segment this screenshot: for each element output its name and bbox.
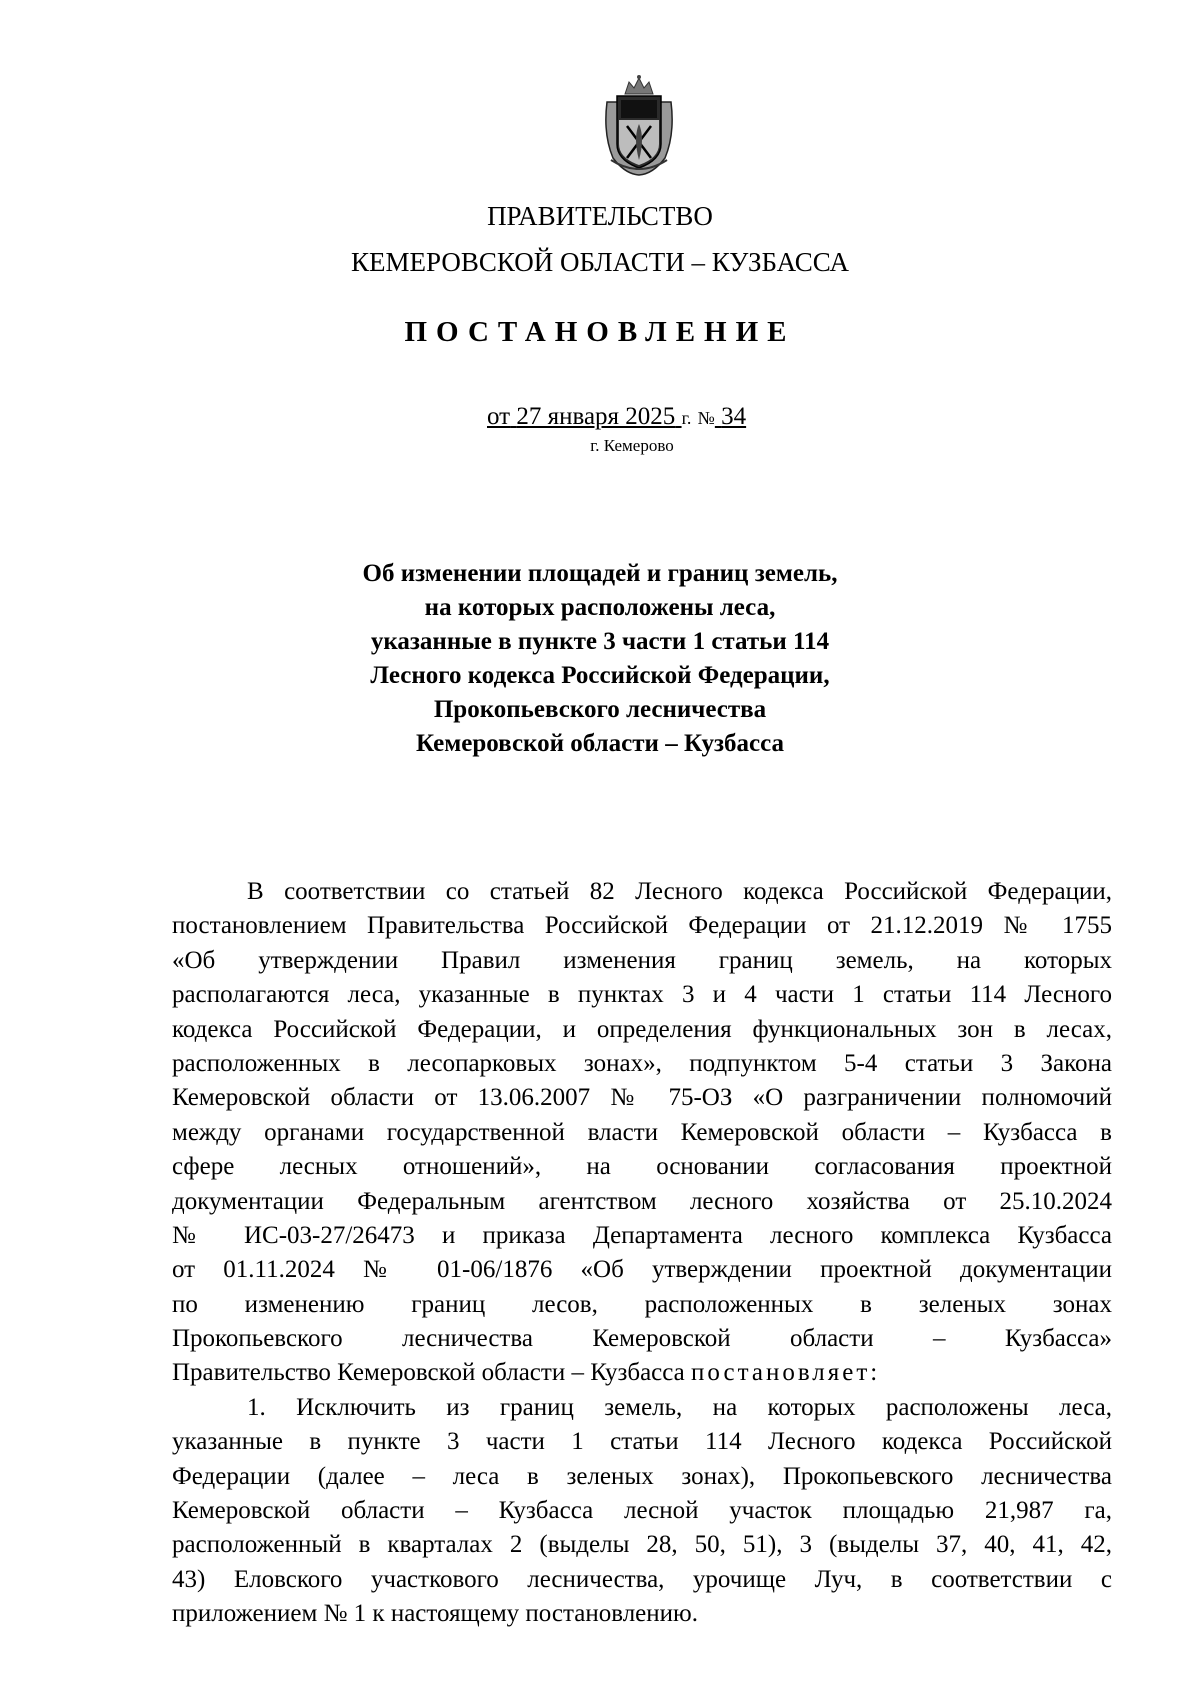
- body-line: расположенных в лесопарковых зонах», подпунктом 5-4 статьи 3 Закона: [172, 1049, 1112, 1077]
- clause-line: Федерации (далее – леса в зеленых зонах), Прокопьевского лесничества: [172, 1462, 1112, 1490]
- clause-line: приложением № 1 к настоящему постановлению.: [172, 1600, 698, 1628]
- clause-line: расположенный в кварталах 2 (выделы 28, 50, 51), 3 (выделы 37, 40, 41, 42,: [172, 1531, 1112, 1559]
- document-title: [0, 557, 1200, 761]
- title-line: Кемеровской области – Кузбасса: [415, 730, 785, 757]
- organization-region: КЕМЕРОВСКОЙ ОБЛАСТИ – КУЗБАССА: [351, 247, 849, 277]
- title-line: на которых расположены леса,: [424, 594, 776, 621]
- coat-of-arms-emblem: [601, 74, 677, 176]
- body-line: по изменению границ лесов, расположенных в зеленых зонах: [172, 1290, 1112, 1318]
- clause-line: Кемеровской области – Кузбасса лесной участок площадью 21,987 га,: [172, 1497, 1112, 1525]
- document-body: [172, 875, 1112, 1632]
- clause-line: указанные в пункте 3 части 1 статьи 114 Лесного кодекса Российской: [172, 1428, 1112, 1456]
- organization-name: ПРАВИТЕЛЬСТВО: [487, 201, 713, 231]
- body-line: Кемеровской области от 13.06.2007 № 75-ОЗ «О разграничении полномочий: [172, 1084, 1112, 1112]
- date-prefix: от: [487, 403, 511, 430]
- body-line: В соответствии со статьей 82 Лесного кодекса Российской Федерации,: [247, 878, 1112, 905]
- body-line: постановлением Правительства Российской Федерации от 21.12.2019 № 1755: [172, 912, 1112, 940]
- clause-line: 1. Исключить из границ земель, на которых расположены леса,: [247, 1393, 1112, 1421]
- title-line: указанные в пункте 3 части 1 статьи 114: [370, 628, 830, 655]
- document-number: 34: [721, 403, 747, 430]
- document-type-heading: ПОСТАНОВЛЕНИЕ: [404, 316, 796, 348]
- document-date: 27 января 2025: [516, 403, 676, 430]
- body-line: от 01.11.2024 № 01-06/1876 «Об утверждении проектной документации: [172, 1256, 1112, 1284]
- body-line: кодекса Российской Федерации, и определения функциональных зон в лесах,: [172, 1015, 1112, 1043]
- title-line: Прокопьевского лесничества: [433, 696, 767, 723]
- body-line: между органами государственной власти Кемеровской области – Кузбасса в: [172, 1118, 1112, 1146]
- year-abbreviation: г.: [681, 408, 692, 428]
- document-date-number: [487, 404, 746, 429]
- body-line: Прокопьевского лесничества Кемеровской области – Кузбасса»: [172, 1325, 1112, 1353]
- body-line: располагаются леса, указанные в пунктах 3 и 4 части 1 статьи 114 Лесного: [172, 981, 1112, 1009]
- clause-line: 43) Еловского участкового лесничества, урочище Луч, в соответствии с: [172, 1565, 1112, 1593]
- resolution-subject: Правительство Кемеровской области – Кузбасса: [172, 1359, 685, 1387]
- body-line: № ИС-03-27/26473 и приказа Департамента лесного комплекса Кузбасса: [172, 1221, 1112, 1249]
- title-line: Лесного кодекса Российской Федерации,: [370, 662, 830, 689]
- resolution-verb: постановляет:: [691, 1359, 881, 1387]
- document-city: г. Кемерово: [590, 436, 674, 455]
- body-line: «Об утверждении Правил изменения границ земель, на которых: [172, 946, 1112, 974]
- title-line: Об изменении площадей и границ земель,: [362, 560, 838, 587]
- body-line: документации Федеральным агентством лесного хозяйства от 25.10.2024: [172, 1187, 1112, 1215]
- body-line: сфере лесных отношений», на основании согласования проектной: [172, 1153, 1112, 1181]
- number-sign: №: [697, 408, 715, 428]
- resolution-line: [172, 1356, 1112, 1390]
